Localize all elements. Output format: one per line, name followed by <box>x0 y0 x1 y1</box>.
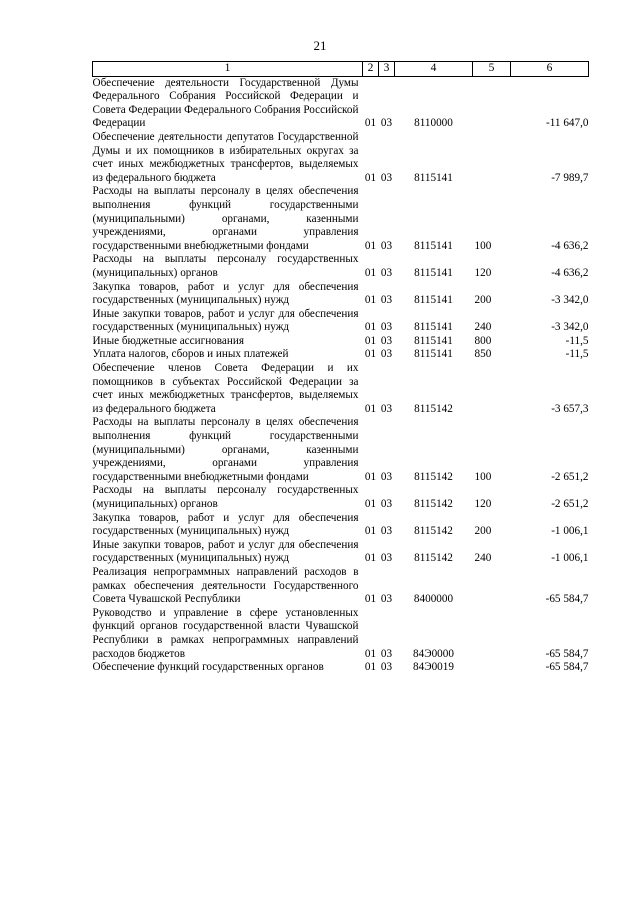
row-subsection: 03 <box>380 525 393 538</box>
row-subsection: 03 <box>380 552 393 565</box>
row-description: Закупка товаров, работ и услуг для обеспечения государственных (муниципальных) нужд <box>92 280 359 307</box>
row-expense-type <box>473 76 511 131</box>
row-expense-type <box>473 362 511 416</box>
row-target-code: 8115141 <box>414 321 453 334</box>
row-section: 01 <box>364 498 377 510</box>
table-row <box>93 131 589 185</box>
table-row <box>93 512 589 539</box>
table-row <box>93 185 589 253</box>
table-header <box>93 62 589 77</box>
page-number: 21 <box>313 38 327 53</box>
budget-table <box>92 61 589 675</box>
row-subsection: 03 <box>380 348 393 361</box>
row-amount: -11,5 <box>565 334 589 347</box>
column-header: 3 <box>379 62 395 77</box>
row-description: Иные бюджетные ассигнования <box>92 334 244 347</box>
row-section: 01 <box>364 334 377 347</box>
row-expense-type: 800 <box>474 334 492 347</box>
table-row <box>93 416 589 484</box>
table-row <box>93 539 589 566</box>
row-amount: -2 651,2 <box>551 470 589 483</box>
row-subsection: 03 <box>380 470 393 483</box>
table-row <box>93 335 589 349</box>
row-subsection: 03 <box>380 294 393 307</box>
row-expense-type <box>473 131 511 185</box>
row-expense-type: 200 <box>474 294 492 307</box>
row-section: 01 <box>364 552 377 565</box>
row-subsection: 03 <box>380 239 393 252</box>
row-amount: -3 342,0 <box>551 321 589 334</box>
row-target-code: 84Э0019 <box>413 661 454 674</box>
row-section: 01 <box>364 321 377 334</box>
row-expense-type <box>473 566 511 607</box>
row-expense-type: 120 <box>474 266 492 279</box>
row-description: Иные закупки товаров, работ и услуг для обеспечения государственных (муниципальных) нужд <box>92 307 359 334</box>
row-description: Обеспечение функций государственных органов <box>92 661 324 674</box>
table-row <box>93 76 589 131</box>
row-target-code: 84Э0000 <box>413 647 454 660</box>
row-expense-type: 850 <box>474 348 492 361</box>
row-target-code: 8115142 <box>414 402 453 415</box>
table-row <box>93 661 589 675</box>
row-subsection: 03 <box>380 498 393 510</box>
row-amount: -1 006,1 <box>551 552 589 565</box>
row-amount: -65 584,7 <box>545 661 589 674</box>
row-section: 01 <box>364 171 377 184</box>
row-subsection: 03 <box>380 321 393 334</box>
row-target-code: 8115141 <box>414 348 453 361</box>
row-description: Расходы на выплаты персоналу государственных (муниципальных) органов <box>92 484 359 510</box>
row-description: Закупка товаров, работ и услуг для обеспечения государственных (муниципальных) нужд <box>92 511 359 538</box>
row-section: 01 <box>364 593 377 606</box>
row-amount: -7 989,7 <box>551 171 589 184</box>
row-amount: -65 584,7 <box>545 593 589 606</box>
row-subsection: 03 <box>380 117 393 130</box>
row-expense-type <box>473 661 511 675</box>
row-expense-type: 120 <box>474 498 492 510</box>
row-section: 01 <box>364 117 377 130</box>
row-target-code: 8115142 <box>414 552 453 565</box>
row-target-code: 8115142 <box>414 470 453 483</box>
row-description: Расходы на выплаты персоналу в целях обеспечения выполнения функций государственными (муниципальными) органами, казенными учреждениями, органами управления государственными внебюджетными фондами <box>92 416 359 483</box>
row-amount: -11 647,0 <box>546 117 589 130</box>
row-amount: -65 584,7 <box>545 647 589 660</box>
row-description: Расходы на выплаты персоналу в целях обеспечения выполнения функций государственными (муниципальными) органами, казенными учреждениями, органами управления государственными внебюджетными фондами <box>92 185 359 252</box>
table-row <box>93 607 589 661</box>
table-row <box>93 253 589 280</box>
row-target-code: 8115141 <box>414 334 453 347</box>
column-header: 6 <box>511 62 589 77</box>
row-target-code: 8400000 <box>413 593 454 606</box>
row-expense-type: 100 <box>474 470 492 483</box>
row-amount: -11,5 <box>565 348 589 361</box>
row-amount: -4 636,2 <box>551 266 589 279</box>
row-target-code: 8110000 <box>414 117 453 130</box>
row-description: Обеспечение деятельности депутатов Государственной Думы и их помощников в избирательных округах за счет иных межбюджетных трансфертов, выделяемых из федерального бюджета <box>92 130 359 184</box>
row-amount: -2 651,2 <box>551 498 589 510</box>
column-header: 5 <box>473 62 511 77</box>
column-header: 2 <box>363 62 379 77</box>
row-amount: -1 006,1 <box>551 525 589 538</box>
row-target-code: 8115142 <box>414 525 453 538</box>
row-description: Обеспечение членов Совета Федерации и их помощников в субъектах Российской Федерации за счет иных межбюджетных трансфертов, выделяемых из федерального бюджета <box>92 362 359 415</box>
row-section: 01 <box>364 470 377 483</box>
row-expense-type: 240 <box>474 552 492 565</box>
row-target-code: 8115142 <box>414 498 453 510</box>
row-description: Руководство и управление в сфере установленных функций органов государственной власти Чувашской Республики в рамках непрограммных направлений расходов бюджетов <box>92 606 359 660</box>
row-target-code: 8115141 <box>414 294 453 307</box>
table-body <box>93 76 589 675</box>
row-target-code: 8115141 <box>414 171 453 184</box>
table-row <box>93 362 589 416</box>
row-amount: -3 657,3 <box>551 402 589 415</box>
row-section: 01 <box>364 402 377 415</box>
table-row <box>93 348 589 362</box>
row-section: 01 <box>364 348 377 361</box>
row-description: Иные закупки товаров, работ и услуг для обеспечения государственных (муниципальных) нужд <box>92 538 359 565</box>
row-expense-type: 200 <box>474 525 492 538</box>
row-amount: -4 636,2 <box>551 239 589 252</box>
row-description: Расходы на выплаты персоналу государственных (муниципальных) органов <box>92 253 359 279</box>
row-amount: -3 342,0 <box>551 294 589 307</box>
table-row <box>93 308 589 335</box>
column-header: 1 <box>93 62 363 77</box>
row-target-code: 8115141 <box>414 266 453 279</box>
row-subsection: 03 <box>380 647 393 660</box>
header-row <box>93 62 589 77</box>
table-row <box>93 281 589 308</box>
row-subsection: 03 <box>380 334 393 347</box>
row-subsection: 03 <box>380 661 393 674</box>
row-target-code: 8115141 <box>414 239 453 252</box>
row-section: 01 <box>364 239 377 252</box>
row-description: Уплата налогов, сборов и иных платежей <box>92 348 289 361</box>
row-expense-type: 100 <box>474 239 492 252</box>
row-section: 01 <box>364 266 377 279</box>
row-subsection: 03 <box>380 402 393 415</box>
row-expense-type: 240 <box>474 321 492 334</box>
table-row <box>93 566 589 607</box>
table-row <box>93 484 589 511</box>
row-description: Обеспечение деятельности Государственной Думы Федерального Собрания Российской Федерации и Совета Федерации Федерального Собрания Российской Федерации <box>92 76 359 130</box>
row-section: 01 <box>364 525 377 538</box>
row-section: 01 <box>364 647 377 660</box>
row-expense-type <box>473 607 511 661</box>
row-section: 01 <box>364 661 377 674</box>
row-section: 01 <box>364 294 377 307</box>
row-subsection: 03 <box>380 266 393 279</box>
row-subsection: 03 <box>380 171 393 184</box>
row-description: Реализация непрограммных направлений расходов в рамках обеспечения деятельности Государственного Совета Чувашской Республики <box>92 565 359 606</box>
column-header: 4 <box>395 62 473 77</box>
row-subsection: 03 <box>380 593 393 606</box>
